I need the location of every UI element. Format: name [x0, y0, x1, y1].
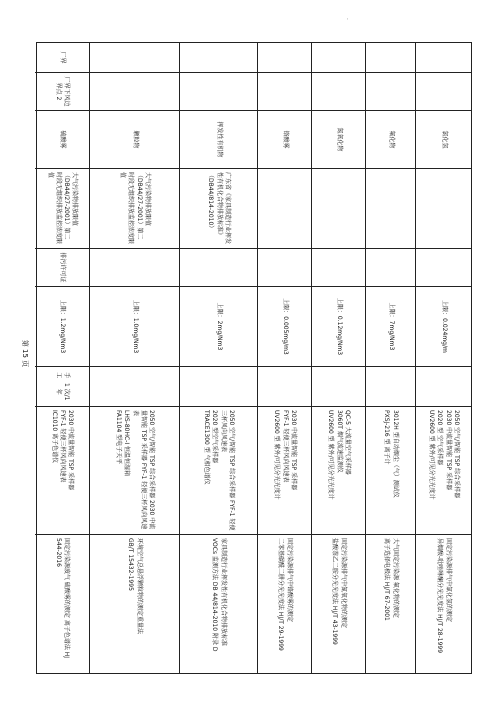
- cell-method: 固定污染源排气中氯化氢的测定 异烟酸-吡唑啉酮分光光度法 HJ/T 28-1999: [436, 538, 452, 654]
- cell-limit: 上限：7mg/Nm3: [366, 287, 415, 367]
- cell-point: 厂界下风边界点 2: [35, 73, 89, 111]
- cell-point: [312, 73, 365, 111]
- cell-standard: 广东省《家具制造行业挥发性有机化合物排放标准》（DB44/814-2010）: [180, 169, 257, 249]
- cell-instrument: 2050 空气/智能 TSP 综合采样器 2030 中流量智能 TSP 采样器 2020 型 空气采样器 UV2600 型 紫外/可见分光光度计: [416, 407, 471, 535]
- table-row: [311, 43, 365, 673]
- cell-pollutant: 硫酸雾: [35, 111, 89, 169]
- cell-standard: [366, 169, 415, 249]
- cell-pollutant: 氮氧化物: [312, 111, 365, 169]
- table-row: [257, 43, 311, 673]
- cell-site: [312, 43, 365, 73]
- table-row: [415, 43, 471, 673]
- cell-standard: [416, 169, 471, 249]
- page-number: 第 15 页: [21, 339, 29, 368]
- cell-method: 家具制造行业挥发性有机化合物排放标准 VOCs 监测方法 DB 44/814-2010 附录 D: [211, 538, 227, 652]
- cell-method: 固定污染源排气中氮氧化物的测定 盐酸萘乙二胺分光光度法 HJ/T 43-1999: [331, 538, 347, 645]
- cell-point: [90, 73, 179, 111]
- cell-mode: [312, 367, 365, 407]
- cell-mode: [180, 367, 257, 407]
- cell-pollutant: 颗粒物: [90, 111, 179, 169]
- cell-standard: 大气污染物排放限值（DB44/27-2001）第二时段无组织排放监控浓度限值: [90, 169, 179, 249]
- cell-limit: 上限：0.12mg/Nm3: [312, 287, 365, 367]
- cell-pollutant: 氟化物: [366, 111, 415, 169]
- cell-instrument: 2030 中流量智能 TSP 采样器 FYF-1 轻便三杯风向风速表 UV2600 型 紫外/可见分光光度计: [258, 407, 311, 535]
- cell-site: 厂界: [35, 43, 89, 73]
- monitoring-mode: 手工: [55, 372, 71, 379]
- table-row: [35, 43, 89, 673]
- cell-limit: 上限：1.2mg/Nm3: [35, 287, 89, 367]
- cell-method: 固定污染源排气中铬酸雾的测定 二苯基碳酰二肼分光光度法 HJ/T 29-1999: [277, 538, 293, 651]
- cell-point: [416, 73, 471, 111]
- cell-basis: [180, 249, 257, 287]
- cell-limit: 上限：0.005mg/m3: [258, 287, 311, 367]
- cell-mode: [366, 367, 415, 407]
- cell-point: [258, 73, 311, 111]
- cell-instrument: QC-5 大流量空气采样器 3060T 烟气流速监测仪 UV2600 型 紫外/可见分光光度计: [312, 407, 365, 535]
- cell-site: [416, 43, 471, 73]
- cell-site: [90, 43, 179, 73]
- cell-basis: [90, 249, 179, 287]
- cell-standard: 大气污染物排放限值（DB44/27-2001）第二时段无组织排放监控浓度限值: [35, 169, 89, 249]
- table-row: [179, 43, 257, 673]
- cell-basis: [312, 249, 365, 287]
- cell-site: [366, 43, 415, 73]
- cell-basis: 排污许可证: [35, 249, 89, 287]
- monitoring-frequency: 1 次/1 年: [55, 383, 71, 401]
- monitoring-table: [36, 42, 472, 674]
- cell-mode: [35, 367, 89, 407]
- cell-method: 环境空气总悬浮颗粒物的测定重量法 GB/T 15432-1995: [127, 538, 143, 635]
- cell-method: 大气固定污染源 氟化物的测定 离子选择电极法 HJ/T 67-2001: [383, 538, 399, 621]
- cell-mode: [90, 367, 179, 407]
- cell-basis: [258, 249, 311, 287]
- cell-site: [258, 43, 311, 73]
- margin-mark: ·: [343, 18, 350, 20]
- cell-mode: [416, 367, 471, 407]
- cell-pollutant: 铬酸雾: [258, 111, 311, 169]
- table-row: [89, 43, 179, 673]
- cell-limit: 上限：0.024mg/m: [416, 287, 471, 367]
- cell-limit: 上限：2mg/Nm3: [180, 287, 257, 367]
- cell-instrument: 3012H 型自动烟尘（气）测试仪 PXSJ-216 型 离子计: [366, 407, 415, 535]
- cell-pollutant: 挥发性有机物: [180, 111, 257, 169]
- cell-method: 固定污染源废气 硫酸雾的测定 离子色谱法 HJ 544-2016: [55, 538, 71, 659]
- cell-instrument: 2050 空气/智能 TSP 综合采样器 FYF-1 轻便三杯风向风速表 2020 型空气采样器 TRACE1300 型 气相色谱仪: [180, 407, 257, 535]
- cell-standard: [312, 169, 365, 249]
- cell-mode: [258, 367, 311, 407]
- cell-point: [180, 73, 257, 111]
- cell-site: [180, 43, 257, 73]
- cell-pollutant: 氯化氢: [416, 111, 471, 169]
- cell-standard: [258, 169, 311, 249]
- cell-basis: [366, 249, 415, 287]
- cell-point: [366, 73, 415, 111]
- cell-instrument: 2050 空气/智能 TSP 综合采样器 2030 中流量智能 TSP 采样器 FYF-1 轻便三杯风向风速表 LHS-80HC-I 恒温恒湿箱 FA1104 型电子天平: [90, 407, 179, 535]
- cell-basis: [416, 249, 471, 287]
- table-row: [365, 43, 415, 673]
- cell-instrument: 2030 中流量智能 TSP 采样器 FYF-1 轻便三杯风向风速表 IC1010 离子色谱仪: [35, 407, 89, 535]
- cell-limit: 上限：1.0mg/Nm3: [90, 287, 179, 367]
